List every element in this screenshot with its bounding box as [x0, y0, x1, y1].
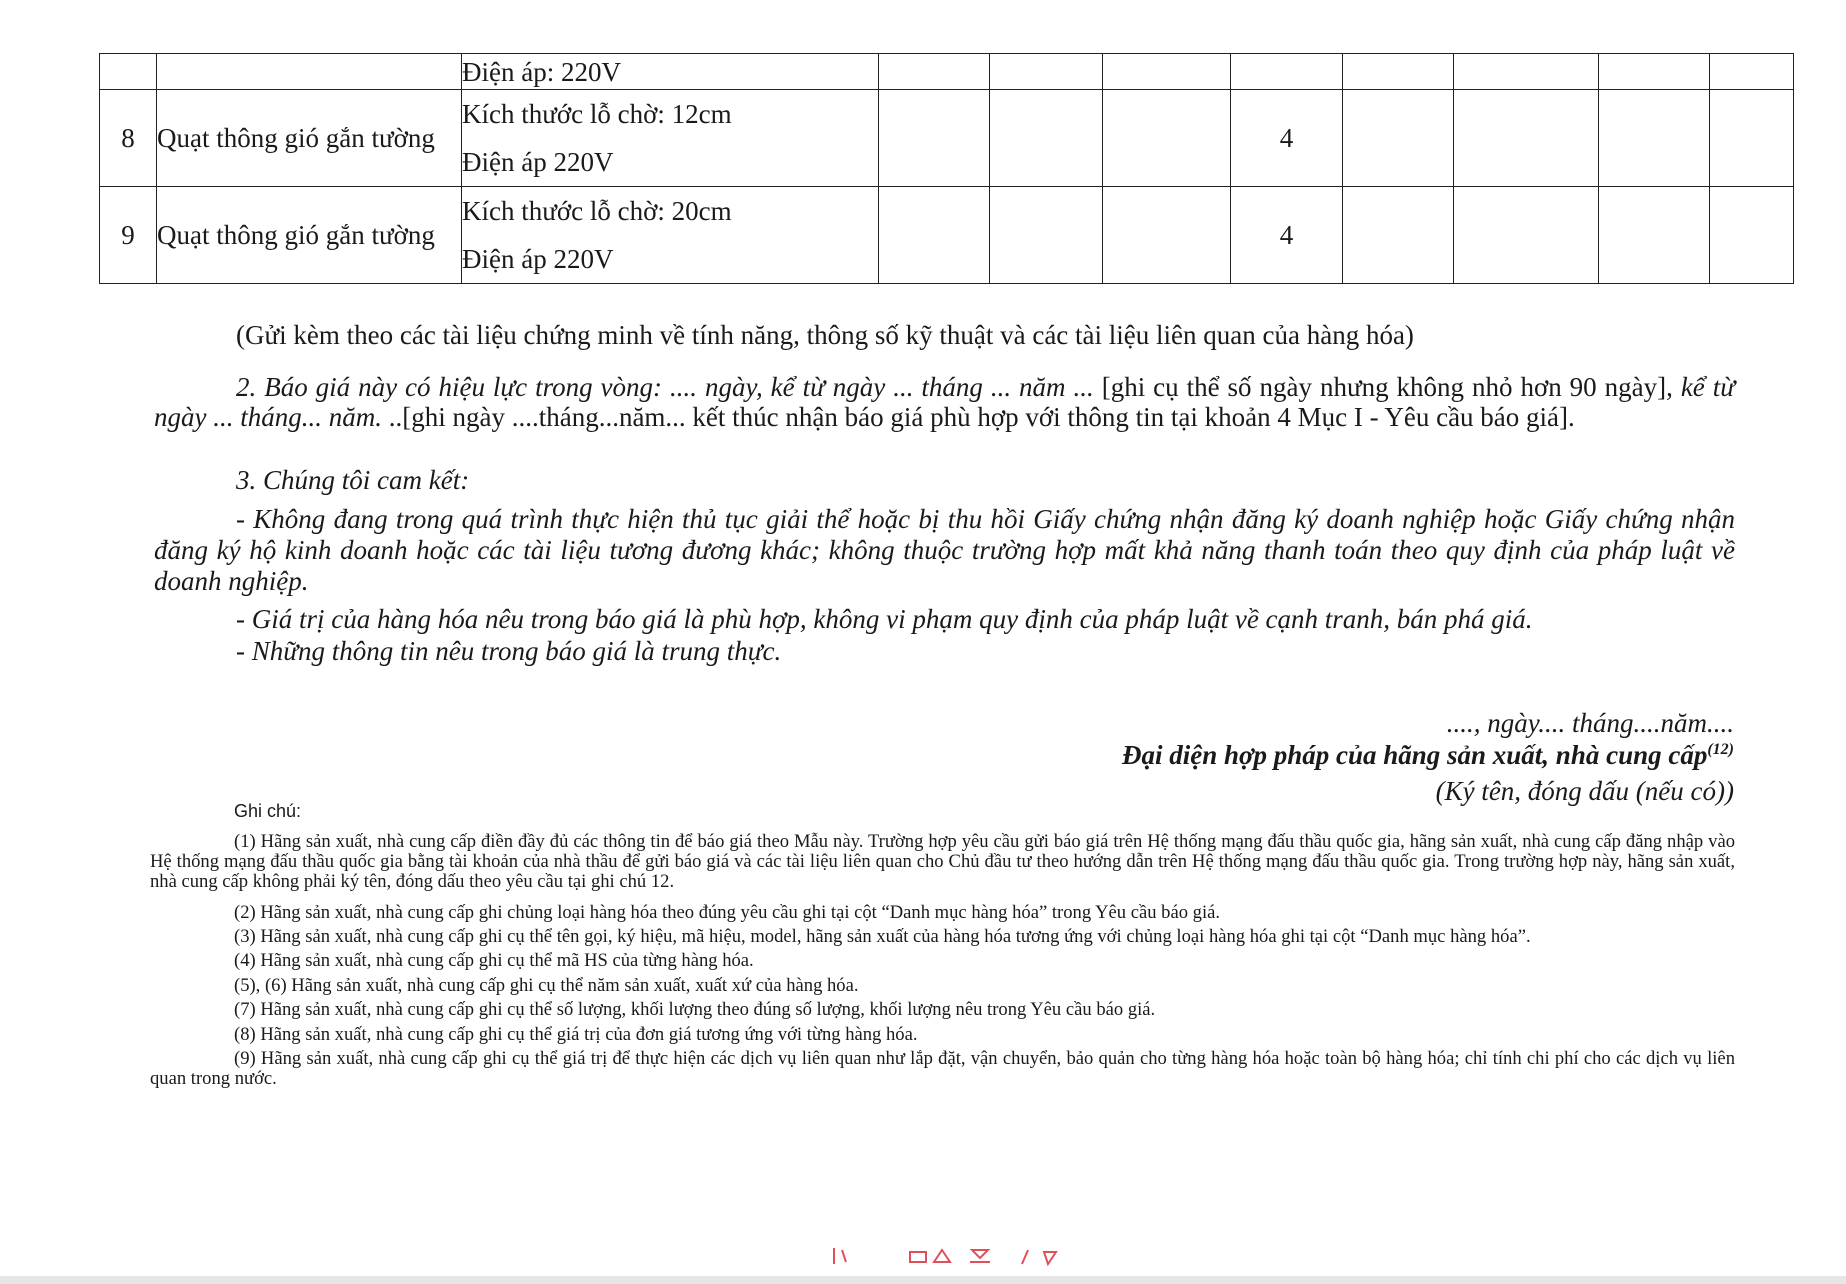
- note-item: (2) Hãng sản xuất, nhà cung cấp ghi chủng loại hàng hóa theo đúng yêu cầu ghi tại cột “Danh mục hàng hóa” trong Yêu cầu báo giá.: [234, 902, 1221, 923]
- spec-cell: Điện áp: 220V: [462, 56, 621, 87]
- note-item: (7) Hãng sản xuất, nhà cung cấp ghi cụ thể số lượng, khối lượng theo đúng số lượng, khối lượng nêu trong Yêu cầu báo giá.: [234, 999, 1156, 1020]
- validity-paragraph: 2. Báo giá này có hiệu lực trong vòng: .... ngày, kể từ ngày ... tháng ... năm ... [ghi cụ thể số ngày nhưng không nhỏ hơn 90 ngày], kể từ ngày ... tháng... năm. ..[ghi ngày ....tháng...năm... kết thúc nhận báo giá phù hợp với thông tin tại khoản 4 Mục I - Yêu cầu báo giá].: [154, 372, 1735, 432]
- table-row: [100, 54, 1794, 90]
- quantity-cell: 4: [1231, 90, 1343, 187]
- spec-line: Kích thước lỗ chờ: 20cm: [462, 196, 732, 226]
- signature-title: Đại diện hợp pháp của hãng sản xuất, nhà cung cấp$^{(12)}$: [1121, 740, 1734, 770]
- signature-note: (Ký tên, đóng dấu (nếu có)): [1435, 776, 1734, 806]
- spec-line: Kích thước lỗ chờ: 12cm: [462, 99, 732, 129]
- table-row: [100, 90, 1794, 187]
- commitment-item: - Giá trị của hàng hóa nêu trong báo giá là phù hợp, không vi phạm quy định của pháp luật về cạnh tranh, bán phá giá.: [236, 604, 1533, 634]
- commitment-heading: 3. Chúng tôi cam kết:: [236, 465, 470, 495]
- table-row: [100, 187, 1794, 284]
- quantity-cell: 4: [1231, 187, 1343, 284]
- item-name: Quạt thông gió gắn tường: [157, 90, 462, 187]
- spec-line: Điện áp 220V: [462, 147, 614, 177]
- row-number: 9: [100, 187, 157, 284]
- spec-cell: [462, 187, 879, 284]
- attachment-note: (Gửi kèm theo các tài liệu chứng minh về tính năng, thông số kỹ thuật và các tài liệu liên quan của hàng hóa): [236, 320, 1414, 350]
- row-number: 8: [100, 90, 157, 187]
- signature-date-line: ...., ngày.... tháng....năm....: [1446, 708, 1734, 738]
- note-item: (9) Hãng sản xuất, nhà cung cấp ghi cụ thể giá trị để thực hiện các dịch vụ liên quan như lắp đặt, vận chuyển, bảo quản cho từng hàng hóa hoặc toàn bộ hàng hóa; chỉ tính chi phí cho các dịch vụ liên quan trong nước.: [150, 1048, 1735, 1089]
- notes-heading: Ghi chú:: [234, 801, 302, 821]
- note-item: (8) Hãng sản xuất, nhà cung cấp ghi cụ thể giá trị của đơn giá tương ứng với từng hàng hóa.: [234, 1024, 918, 1045]
- goods-table: [99, 53, 1794, 284]
- note-item: (4) Hãng sản xuất, nhà cung cấp ghi cụ thể mã HS của từng hàng hóa.: [234, 950, 754, 971]
- note-item: (3) Hãng sản xuất, nhà cung cấp ghi cụ thể tên gọi, ký hiệu, mã hiệu, model, hãng sản xuất của hàng hóa tương ứng với chủng loại hàng hóa ghi tại cột “Danh mục hàng hóa”.: [234, 926, 1531, 947]
- item-name: Quạt thông gió gắn tường: [157, 187, 462, 284]
- spec-cell: [462, 90, 879, 187]
- note-item: (1) Hãng sản xuất, nhà cung cấp điền đầy đủ các thông tin để báo giá theo Mẫu này. Trường hợp yêu cầu gửi báo giá trên Hệ thống mạng đấu thầu quốc gia, hãng sản xuất, nhà cung cấp đăng nhập vào Hệ thống mạng đấu thầu quốc gia bằng tài khoản của nhà thầu để gửi báo giá và các tài liệu liên quan cho Chủ đầu tư theo hướng dẫn trên Hệ thống mạng đấu thầu quốc gia. Trong trường hợp này, hãng sản xuất, nhà cung cấp không phải ký tên, đóng dấu theo yêu cầu tại ghi chú 12.: [150, 831, 1735, 892]
- red-stamp-marks-icon: [830, 1244, 1070, 1268]
- page-bottom-edge: [0, 1276, 1846, 1284]
- commitment-item: - Những thông tin nêu trong báo giá là trung thực.: [236, 636, 782, 666]
- spec-line: Điện áp 220V: [462, 244, 614, 274]
- commitment-item: - Không đang trong quá trình thực hiện thủ tục giải thể hoặc bị thu hồi Giấy chứng nhận đăng ký doanh nghiệp hoặc Giấy chứng nhận đăng ký hộ kinh doanh hoặc các tài liệu tương đương khác; không thuộc trường hợp mất khả năng thanh toán theo quy định của pháp luật về doanh nghiệp.: [154, 504, 1735, 596]
- note-item: (5), (6) Hãng sản xuất, nhà cung cấp ghi cụ thể năm sản xuất, xuất xứ của hàng hóa.: [234, 975, 859, 996]
